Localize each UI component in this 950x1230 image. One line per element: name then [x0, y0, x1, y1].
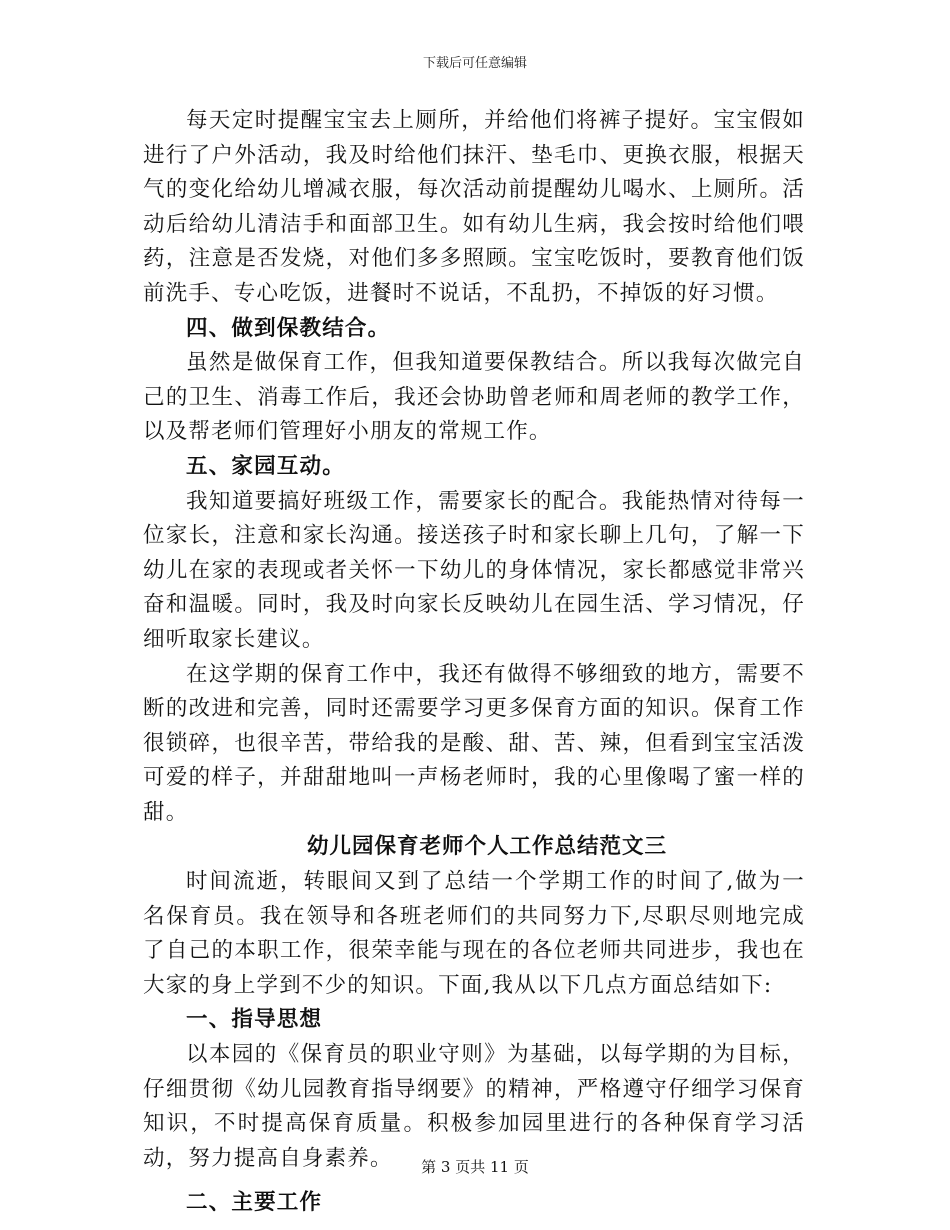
document-title: 幼儿园保育老师个人工作总结范文三 [306, 834, 667, 860]
paragraph: 以本园的《保育员的职业守则》为基础，以每学期的为目标，仔细贯彻《幼儿园教育指导纲要》的精神，严格遵守仔细学习保育知识，不时提高保育质量。积极参加园里进行的各种保育学习活动，努力提高自身素养。 [143, 1042, 805, 1171]
page-footer: 第 3 页共 11 页 [421, 1158, 529, 1176]
section-heading: 二、主要工作 [186, 1190, 323, 1216]
paragraph: 时间流逝，转眼间又到了总结一个学期工作的时间了,做为一名保育员。我在领导和各班老师们的共同努力下,尽职尽则地完成了自己的本职工作，很荣幸能与现在的各位老师共同进步，我也在大家的身上学到不少的知识。下面,我从以下几点方面总结如下: [143, 869, 805, 998]
paragraph: 我知道要搞好班级工作，需要家长的配合。我能热情对待每一位家长，注意和家长沟通。接送孩子时和家长聊上几句，了解一下幼儿在家的表现或者关怀一下幼儿的身体情况，家长都感觉非常兴奋和温暖。同时，我及时向家长反映幼儿在园生活、学习情况，仔细听取家长建议。 [143, 488, 805, 652]
document-body [143, 104, 805, 1221]
paragraph: 每天定时提醒宝宝去上厕所，并给他们将裤子提好。宝宝假如进行了户外活动，我及时给他们抹汗、垫毛巾、更换衣服，根据天气的变化给幼儿增减衣服，每次活动前提醒幼儿喝水、上厕所。活动后给幼儿清洁手和面部卫生。如有幼儿生病，我会按时给他们喂药，注意是否发烧，对他们多多照顾。宝宝吃饭时，要教育他们饭前洗手、专心吃饭，进餐时不说话，不乱扔，不掉饭的好习惯。 [143, 108, 805, 306]
section-heading: 四、做到保教结合。 [186, 315, 391, 341]
page-header: 下载后可任意编辑 [422, 56, 527, 71]
paragraph: 虽然是做保育工作，但我知道要保教结合。所以我每次做完自己的卫生、消毒工作后，我还会协助曾老师和周老师的教学工作，以及帮老师们管理好小朋友的常规工作。 [143, 350, 805, 445]
paragraph: 在这学期的保育工作中，我还有做得不够细致的地方，需要不断的改进和完善，同时还需要学习更多保育方面的知识。保育工作很锁碎，也很辛苦，带给我的是酸、甜、苦、辣，但看到宝宝活泼可爱的样子，并甜甜地叫一声杨老师时，我的心里像喝了蜜一样的甜。 [143, 661, 805, 825]
section-heading: 五、家园互动。 [186, 453, 345, 479]
section-heading: 一、指导思想 [186, 1007, 323, 1033]
